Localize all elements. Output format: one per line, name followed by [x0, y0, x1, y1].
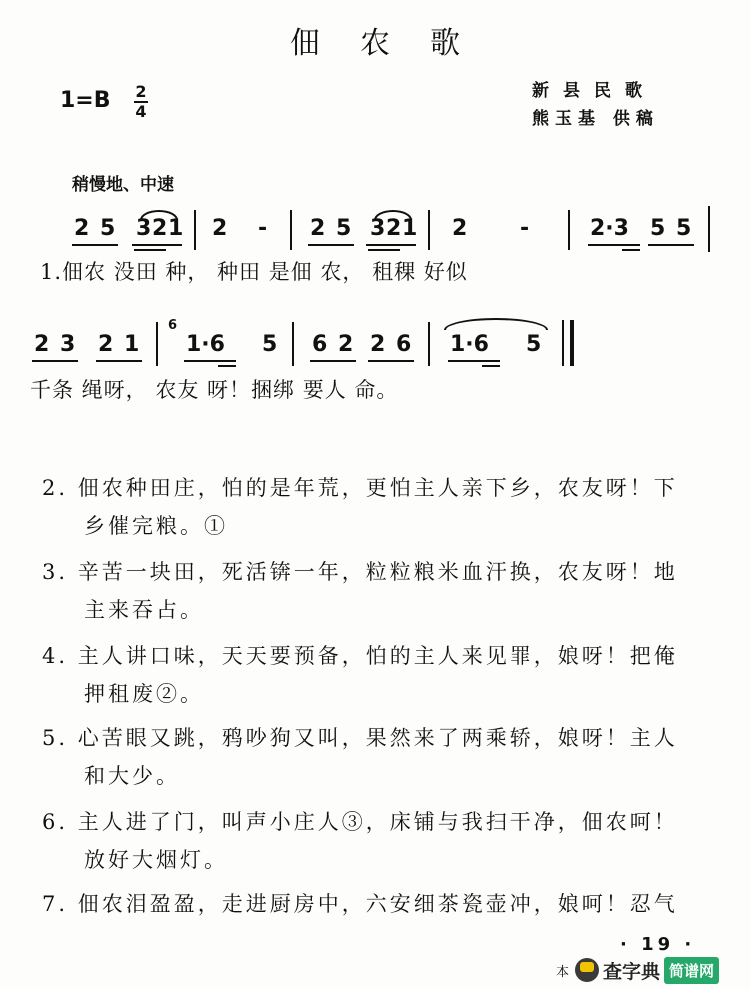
time-denominator: 4: [135, 102, 147, 121]
note: 2: [74, 216, 90, 241]
note: 2: [98, 332, 114, 357]
note: 2: [152, 216, 168, 241]
score-line-2: [0, 318, 750, 372]
beam: [72, 244, 118, 246]
note: 2: [386, 216, 402, 241]
beam: [96, 360, 142, 362]
note: 3: [60, 332, 76, 357]
lyrics-line-1: 1.佃农 没田 种， 种田 是佃 农， 租稞 好似: [40, 260, 468, 284]
note: 5: [676, 216, 692, 241]
watermark-prefix: 本: [556, 964, 570, 980]
verse-2-cont: 乡催完粮。①: [84, 514, 228, 538]
beam: [366, 244, 416, 246]
verse-3: 3. 辛苦一块田，死活锛一年，粒粒粮米血汗换，农友呀！地: [42, 560, 678, 584]
grace-note: 6: [168, 318, 178, 333]
note: 1: [124, 332, 140, 357]
beam: [218, 365, 236, 367]
verse-5: 5. 心苦眼又跳，鸦吵狗又叫，果然来了两乘轿，娘呀！主人: [42, 726, 678, 750]
verse-2: 2. 佃农种田庄，怕的是年荒，更怕主人亲下乡，农友呀！下: [42, 476, 678, 500]
time-numerator: 2: [135, 82, 147, 101]
note: 2: [370, 332, 386, 357]
owl-logo-icon: [575, 958, 599, 982]
slur: [140, 210, 178, 220]
note: 3: [136, 216, 152, 241]
tempo-marking: 稍慢地、中速: [72, 175, 174, 195]
score-line-1: [0, 216, 750, 256]
beam: [310, 360, 356, 362]
note: 5: [336, 216, 352, 241]
barline: [568, 210, 570, 250]
beam: [588, 244, 640, 246]
watermark-badge: 简谱网: [664, 957, 719, 984]
page-number: · 19 ·: [620, 934, 696, 955]
verse-3-cont: 主来吞占。: [84, 598, 204, 622]
beam: [184, 360, 236, 362]
note: 2: [338, 332, 354, 357]
note: 2: [34, 332, 50, 357]
beam: [308, 244, 354, 246]
beam: [648, 244, 694, 246]
note: -: [258, 216, 268, 241]
verse-5-cont: 和大少。: [84, 764, 180, 788]
watermark[interactable]: [556, 955, 719, 985]
slur: [444, 318, 548, 330]
barline: [290, 210, 292, 250]
barline: [292, 322, 294, 366]
lyrics-line-2: 千条 绳呀， 农友 呀！捆绑 要人 命。: [30, 378, 399, 402]
verse-6-cont: 放好大烟灯。: [84, 848, 228, 872]
beam: [32, 360, 78, 362]
final-barline: [562, 320, 574, 366]
barline: [708, 206, 710, 252]
note: 1·6: [450, 332, 489, 357]
time-signature: [134, 84, 148, 120]
beam: [622, 249, 640, 251]
note: 1·6: [186, 332, 225, 357]
verse-7: 7. 佃农泪盈盈，走进厨房中，六安细茶瓷壶冲，娘呵！忍气: [42, 892, 678, 916]
note: 3: [370, 216, 386, 241]
credit-origin: 新县民歌: [532, 81, 656, 101]
verse-6: 6. 主人进了门，叫声小庄人③，床铺与我扫干净，佃农呵！: [42, 810, 678, 834]
beam: [368, 249, 400, 251]
key-signature: 1=B: [60, 88, 111, 113]
note: 5: [526, 332, 542, 357]
note: 5: [100, 216, 116, 241]
barline: [428, 322, 430, 366]
note: 5: [262, 332, 278, 357]
note: 1: [402, 216, 418, 241]
verse-4-cont: 押租废②。: [84, 682, 204, 706]
note: 2: [310, 216, 326, 241]
note: 5: [650, 216, 666, 241]
note: -: [520, 216, 530, 241]
watermark-site-name: 查字典: [603, 960, 661, 983]
beam: [368, 360, 414, 362]
slur: [374, 210, 412, 220]
note: 6: [396, 332, 412, 357]
beam: [482, 365, 500, 367]
credit-contributor: 熊玉基 供稿: [532, 109, 659, 129]
verse-4: 4. 主人讲口味，天天要预备，怕的主人来见罪，娘呀！把俺: [42, 644, 678, 668]
barline: [194, 210, 196, 250]
note: 2: [452, 216, 468, 241]
beam: [448, 360, 500, 362]
barline: [428, 210, 430, 250]
note: 2·3: [590, 216, 629, 241]
song-title: 佃农歌: [290, 26, 500, 61]
beam: [134, 249, 166, 251]
note: 6: [312, 332, 328, 357]
note: 2: [212, 216, 228, 241]
note: 1: [168, 216, 184, 241]
beam: [132, 244, 182, 246]
barline: [156, 322, 158, 366]
